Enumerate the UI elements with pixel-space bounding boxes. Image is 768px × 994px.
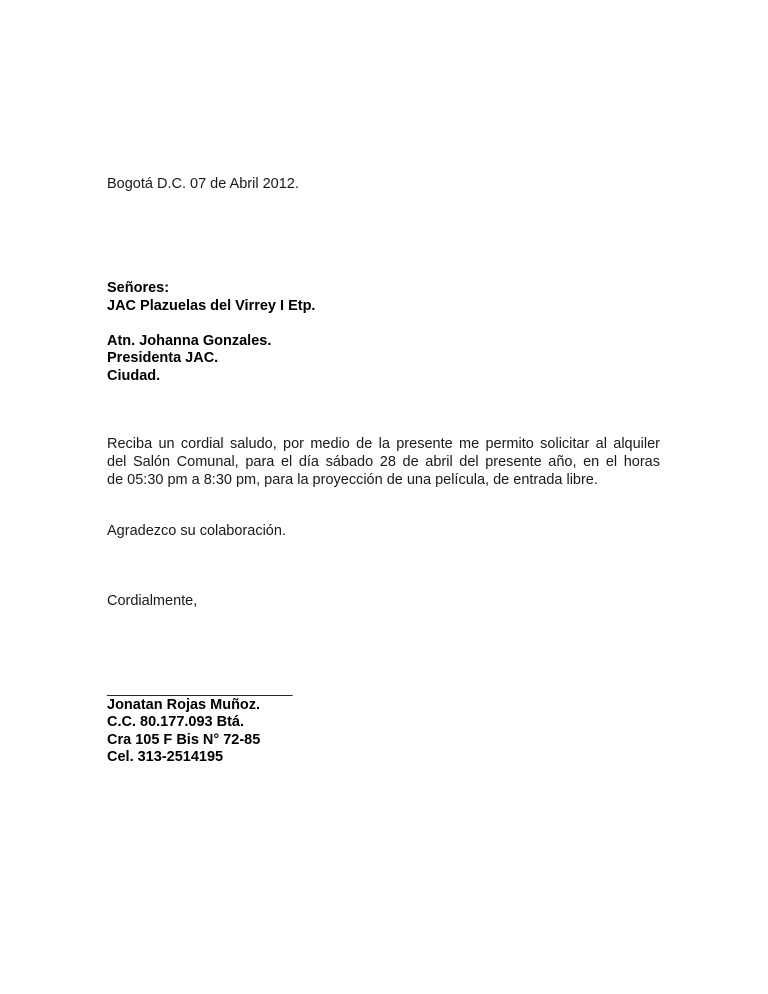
body-line: de 05:30 pm a 8:30 pm, para la proyección de una película, de entrada libre. xyxy=(107,472,598,488)
signature-name: Jonatan Rojas Muñoz. xyxy=(107,697,261,713)
recipient-salutation: Señores: xyxy=(107,280,170,296)
signature-id: C.C. 80.177.093 Btá. xyxy=(107,714,245,730)
letter-date: Bogotá D.C. 07 de Abril 2012. xyxy=(107,176,299,192)
letter-thanks: Agradezco su colaboración. xyxy=(107,523,286,539)
signature-line: _______________________ xyxy=(107,681,293,697)
body-line: del Salón Comunal, para el día sábado 28 de abril del presente año, en el horas xyxy=(107,454,660,470)
recipient-organization: JAC Plazuelas del Virrey I Etp. xyxy=(107,298,316,314)
recipient-city: Ciudad. xyxy=(107,368,161,384)
body-line: Reciba un cordial saludo, por medio de la presente me permito solicitar al alquiler xyxy=(107,436,660,452)
recipient-role: Presidenta JAC. xyxy=(107,350,219,366)
letter-body xyxy=(107,435,660,489)
letter-closing: Cordialmente, xyxy=(107,593,198,609)
signature-phone: Cel. 313-2514195 xyxy=(107,749,224,765)
recipient-attention: Atn. Johanna Gonzales. xyxy=(107,333,272,349)
signature-address: Cra 105 F Bis N° 72-85 xyxy=(107,732,261,748)
